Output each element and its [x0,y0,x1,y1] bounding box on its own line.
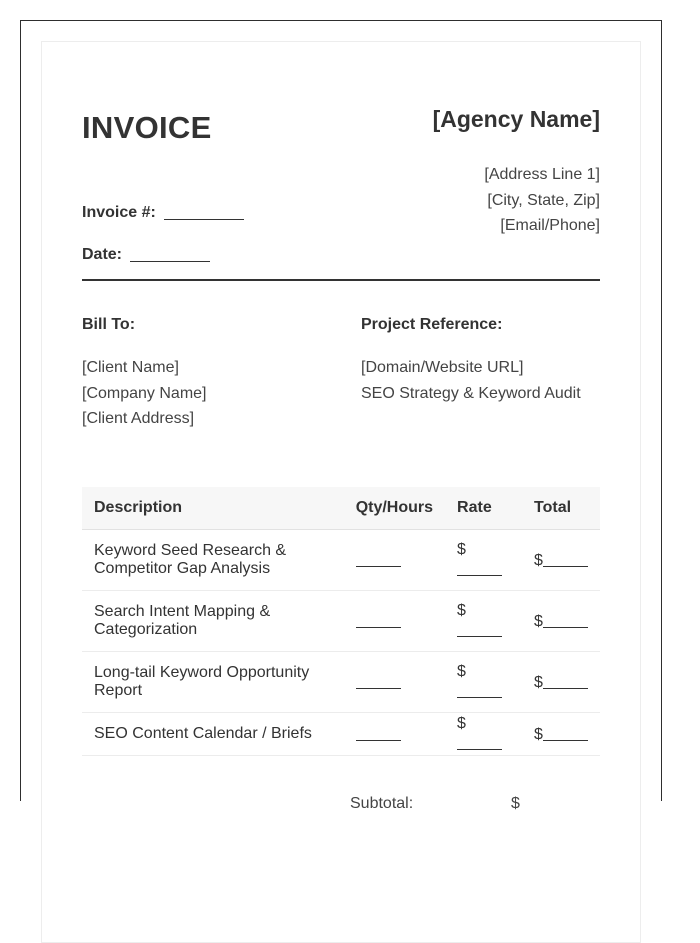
table-header-row [82,487,600,530]
currency-symbol: $ [534,674,543,691]
invoice-title: INVOICE [82,110,212,145]
row-description [82,591,344,652]
description-line: Categorization [94,621,198,638]
header-description: Description [82,487,344,530]
qty-blank [356,613,401,628]
invoice-number-blank [164,203,244,220]
currency-symbol: $ [534,613,543,630]
table-row [82,713,600,756]
header-total: Total [522,487,600,530]
rate-blank [457,622,502,637]
total-cell [522,530,600,591]
project-domain: [Domain/Website URL] [361,359,524,376]
total-blank [543,552,588,567]
qty-cell [344,530,445,591]
bill-to-label: Bill To: [82,316,136,333]
currency-symbol: $ [457,663,466,680]
rate-cell [445,713,522,756]
company-name: [Company Name] [82,384,207,402]
project-reference-block [361,355,581,406]
row-description [82,530,344,591]
bill-to-block [82,355,207,432]
rate-cell [445,530,522,591]
total-cell [522,652,600,713]
currency-symbol: $ [534,552,543,569]
description-line: Report [94,682,143,699]
currency-symbol: $ [457,541,466,558]
rate-blank [457,683,502,698]
invoice-date-label: Date: [82,246,123,263]
header-qty-hours: Qty/Hours [344,487,445,530]
qty-cell [344,591,445,652]
description-line: Competitor Gap Analysis [94,560,271,577]
invoice-number-row [82,200,244,222]
agency-address-line: [Address Line 1] [484,166,600,183]
qty-cell [344,652,445,713]
invoice-date-row [82,242,210,264]
currency-symbol: $ [534,726,543,743]
rate-cell [445,652,522,713]
qty-blank [356,552,401,567]
rate-blank [457,735,502,750]
qty-blank [356,674,401,689]
table-row [82,530,600,591]
currency-symbol: $ [457,715,466,732]
rate-cell [445,591,522,652]
description-line: SEO Content Calendar / Briefs [94,725,312,742]
invoice-date-blank [130,245,210,262]
total-blank [543,726,588,741]
row-description [82,652,344,713]
currency-symbol: $ [457,602,466,619]
document-viewport [20,20,662,812]
total-blank [543,674,588,689]
header-rate: Rate [445,487,522,530]
project-reference-label: Project Reference: [361,316,503,333]
row-description [82,713,344,756]
project-scope: SEO Strategy & Keyword Audit [361,384,581,402]
invoice-number-label: Invoice #: [82,204,156,221]
agency-contact-block [484,162,600,239]
total-blank [543,613,588,628]
description-line: Long-tail Keyword Opportunity [94,664,310,681]
invoice-sheet [41,41,641,943]
client-address: [Client Address] [82,410,195,427]
qty-blank [356,726,401,741]
line-items-table [82,487,600,756]
agency-name: [Agency Name] [432,106,600,132]
header-divider [82,279,600,281]
client-name: [Client Name] [82,359,179,376]
description-line: Keyword Seed Research & [94,542,287,559]
rate-blank [457,561,502,576]
total-cell [522,591,600,652]
subtotal-label: Subtotal: [350,795,414,812]
description-line: Search Intent Mapping & [94,603,271,620]
subtotal-currency: $ [511,795,520,812]
table-row [82,591,600,652]
table-row [82,652,600,713]
qty-cell [344,713,445,756]
agency-email-phone: [Email/Phone] [500,217,600,234]
total-cell [522,713,600,756]
agency-city-state-zip: [City, State, Zip] [487,191,600,209]
